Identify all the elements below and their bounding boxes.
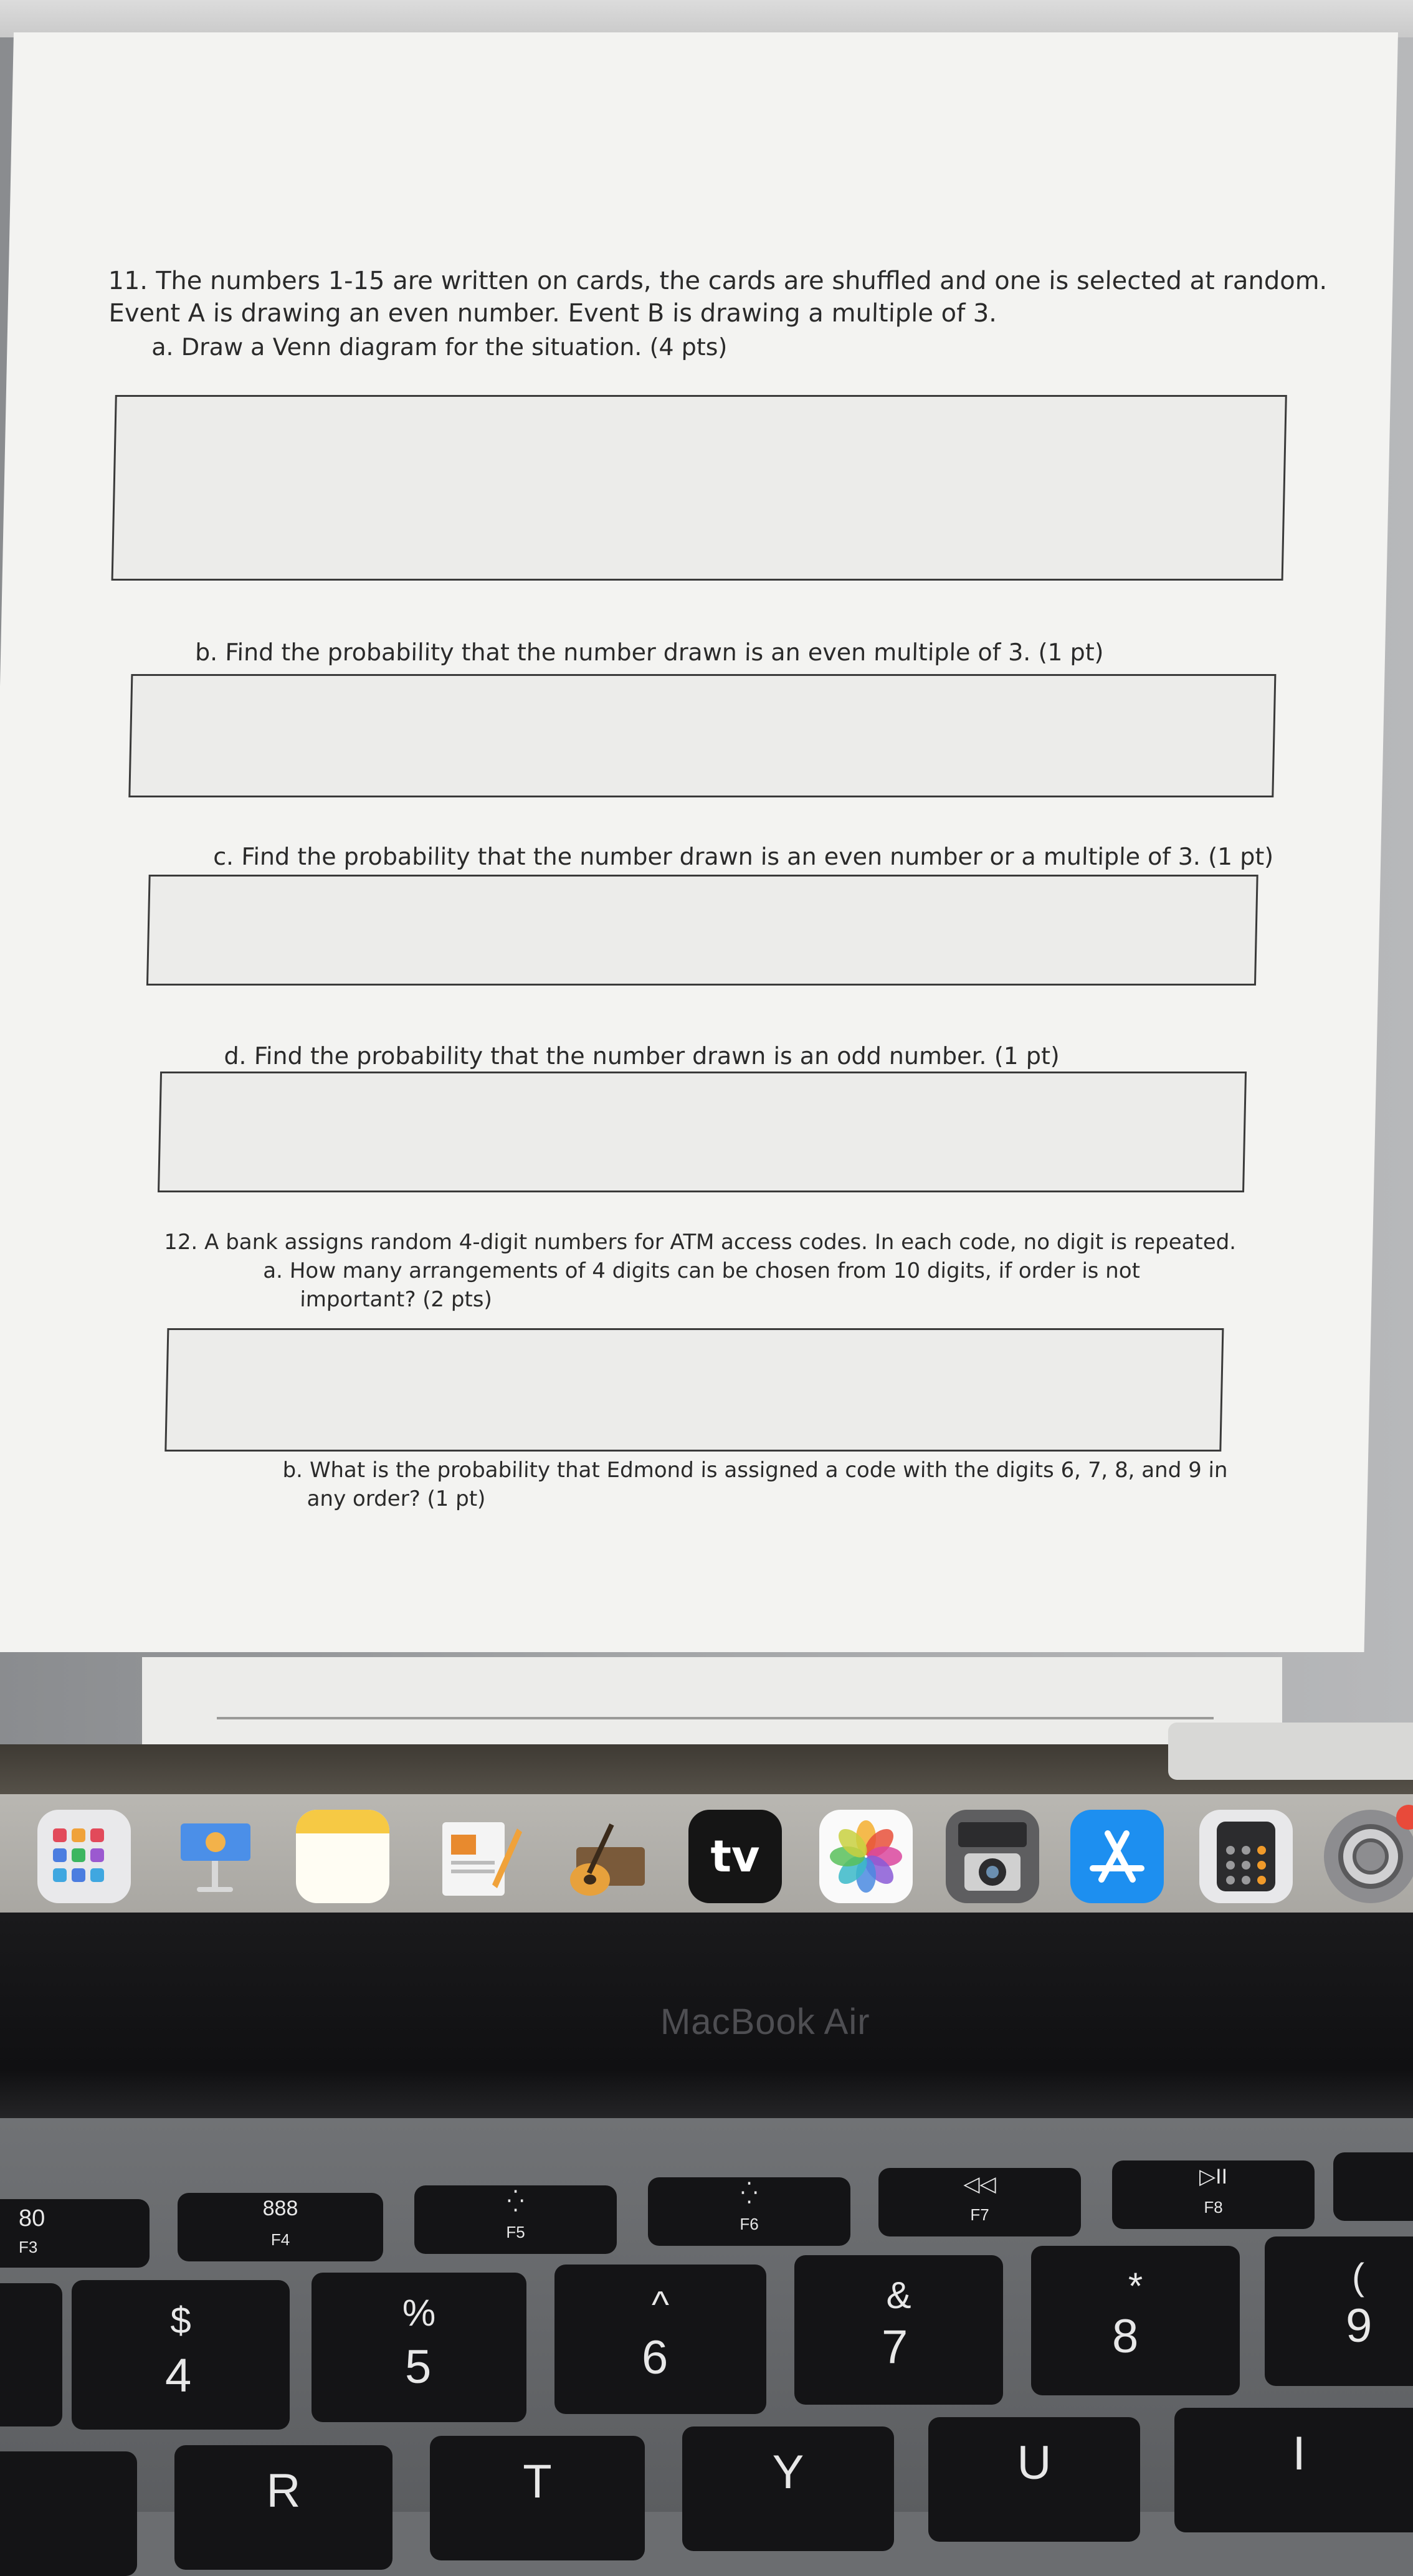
key-f6[interactable] [648, 2177, 850, 2246]
key-r-label: R [266, 2464, 301, 2517]
key-7-top: & [886, 2274, 911, 2316]
key-5-bottom: 5 [405, 2341, 432, 2393]
photos-icon[interactable] [819, 1810, 913, 1903]
next-page-edge [142, 1657, 1282, 1744]
q12-b-prompt-line2: any order? (1 pt) [307, 1486, 486, 1511]
key-u-label: U [1017, 2436, 1052, 2489]
key-6-top: ^ [651, 2284, 670, 2326]
key-f3[interactable] [0, 2199, 150, 2268]
q12-line1: 12. A bank assigns random 4-digit numbers for ATM access codes. In each code, no digit is repeated. [163, 1230, 1237, 1255]
q11-line2: Event A is drawing an even number. Event B is drawing a multiple of 3. [108, 299, 997, 328]
notes-icon[interactable] [296, 1810, 389, 1903]
calculator-icon[interactable] [1199, 1810, 1293, 1903]
key-y-label: Y [772, 2446, 804, 2499]
key-f7-glyph: ◁◁ [963, 2172, 996, 2196]
q11-b-prompt: b. Find the probability that the number drawn is an even multiple of 3. (1 pt) [194, 639, 1104, 666]
key-5[interactable] [312, 2273, 526, 2422]
key-f9-partial[interactable] [1333, 2152, 1413, 2221]
key-u[interactable] [928, 2417, 1140, 2542]
q11-b-answer-box[interactable] [128, 674, 1276, 797]
key-e-partial[interactable] [0, 2451, 137, 2576]
notes-icon-header [296, 1810, 389, 1833]
key-9[interactable] [1265, 2236, 1413, 2386]
key-r[interactable] [174, 2445, 392, 2570]
q11-d-answer-box[interactable] [158, 1072, 1247, 1192]
key-f4-glyph: 888 [262, 2197, 298, 2220]
q11-c-answer-box[interactable] [146, 875, 1258, 986]
screen-top-edge [0, 0, 1413, 37]
appletv-icon-label: tv [710, 1831, 760, 1882]
key-3-partial[interactable] [0, 2283, 62, 2426]
key-8-bottom: 8 [1112, 2310, 1139, 2363]
keynote-icon[interactable] [168, 1810, 262, 1903]
launchpad-icon[interactable] [37, 1810, 131, 1903]
key-f3-glyph: 80 [19, 2205, 45, 2231]
q11-line1: 11. The numbers 1-15 are written on cards, the cards are shuffled and one is selected at random. [108, 267, 1328, 295]
settings-icon[interactable] [1324, 1810, 1413, 1903]
key-f8[interactable] [1112, 2160, 1315, 2229]
q11-a-answer-box[interactable] [112, 395, 1287, 581]
key-y[interactable] [682, 2426, 894, 2551]
key-8-top: * [1128, 2265, 1143, 2307]
q12-a-answer-box[interactable] [164, 1328, 1224, 1452]
key-6-bottom: 6 [642, 2331, 668, 2384]
key-f7[interactable] [878, 2168, 1081, 2236]
photobooth-icon[interactable] [946, 1810, 1039, 1903]
key-f5-label: F5 [506, 2223, 525, 2241]
key-5-top: % [402, 2292, 436, 2334]
q11-d-prompt: d. Find the probability that the number drawn is an odd number. (1 pt) [224, 1042, 1060, 1070]
q12-a-prompt-line2: important? (2 pts) [299, 1287, 493, 1312]
key-i-label: I [1292, 2427, 1306, 2480]
key-f4[interactable] [178, 2193, 383, 2261]
key-7[interactable] [794, 2255, 1003, 2405]
key-4[interactable] [72, 2280, 290, 2430]
appstore-icon[interactable] [1070, 1810, 1164, 1903]
document-page [0, 32, 1398, 1652]
garageband-icon[interactable] [558, 1810, 651, 1903]
q12-a-prompt-line1: a. How many arrangements of 4 digits can be chosen from 10 digits, if order is not [262, 1258, 1141, 1283]
key-f6-glyph: ⁛ [740, 2182, 758, 2205]
pages-icon[interactable] [430, 1810, 523, 1903]
q12-b-prompt-line1: b. What is the probability that Edmond is assigned a code with the digits 6, 7, 8, and 9 in [282, 1458, 1228, 1483]
key-4-bottom: 4 [165, 2349, 192, 2402]
key-f8-label: F8 [1204, 2198, 1223, 2217]
key-f5[interactable] [414, 2185, 617, 2254]
q11-a-prompt: a. Draw a Venn diagram for the situation. (4 pts) [151, 333, 728, 361]
next-box-top-edge [217, 1717, 1214, 1719]
window-edge [1168, 1723, 1413, 1780]
key-f8-glyph: ▷II [1199, 2165, 1228, 2189]
q11-c-prompt: c. Find the probability that the number drawn is an even number or a multiple of 3. (1 pt) [212, 843, 1274, 870]
key-4-top: $ [170, 2299, 191, 2341]
key-t[interactable] [430, 2436, 645, 2560]
key-9-bottom: 9 [1346, 2299, 1373, 2352]
key-8[interactable] [1031, 2246, 1240, 2395]
key-9-top: ( [1352, 2256, 1364, 2298]
key-t-label: T [523, 2455, 552, 2508]
key-f5-glyph: ⁛ [507, 2190, 525, 2213]
model-label: MacBook Air [660, 2002, 870, 2042]
appletv-icon[interactable] [688, 1810, 782, 1903]
key-f6-label: F6 [740, 2215, 759, 2233]
key-7-bottom: 7 [882, 2321, 908, 2374]
key-i[interactable] [1174, 2408, 1413, 2532]
key-6[interactable] [554, 2265, 766, 2414]
key-f3-label: F3 [19, 2238, 38, 2256]
key-f7-label: F7 [970, 2205, 989, 2224]
key-f4-label: F4 [270, 2230, 290, 2249]
